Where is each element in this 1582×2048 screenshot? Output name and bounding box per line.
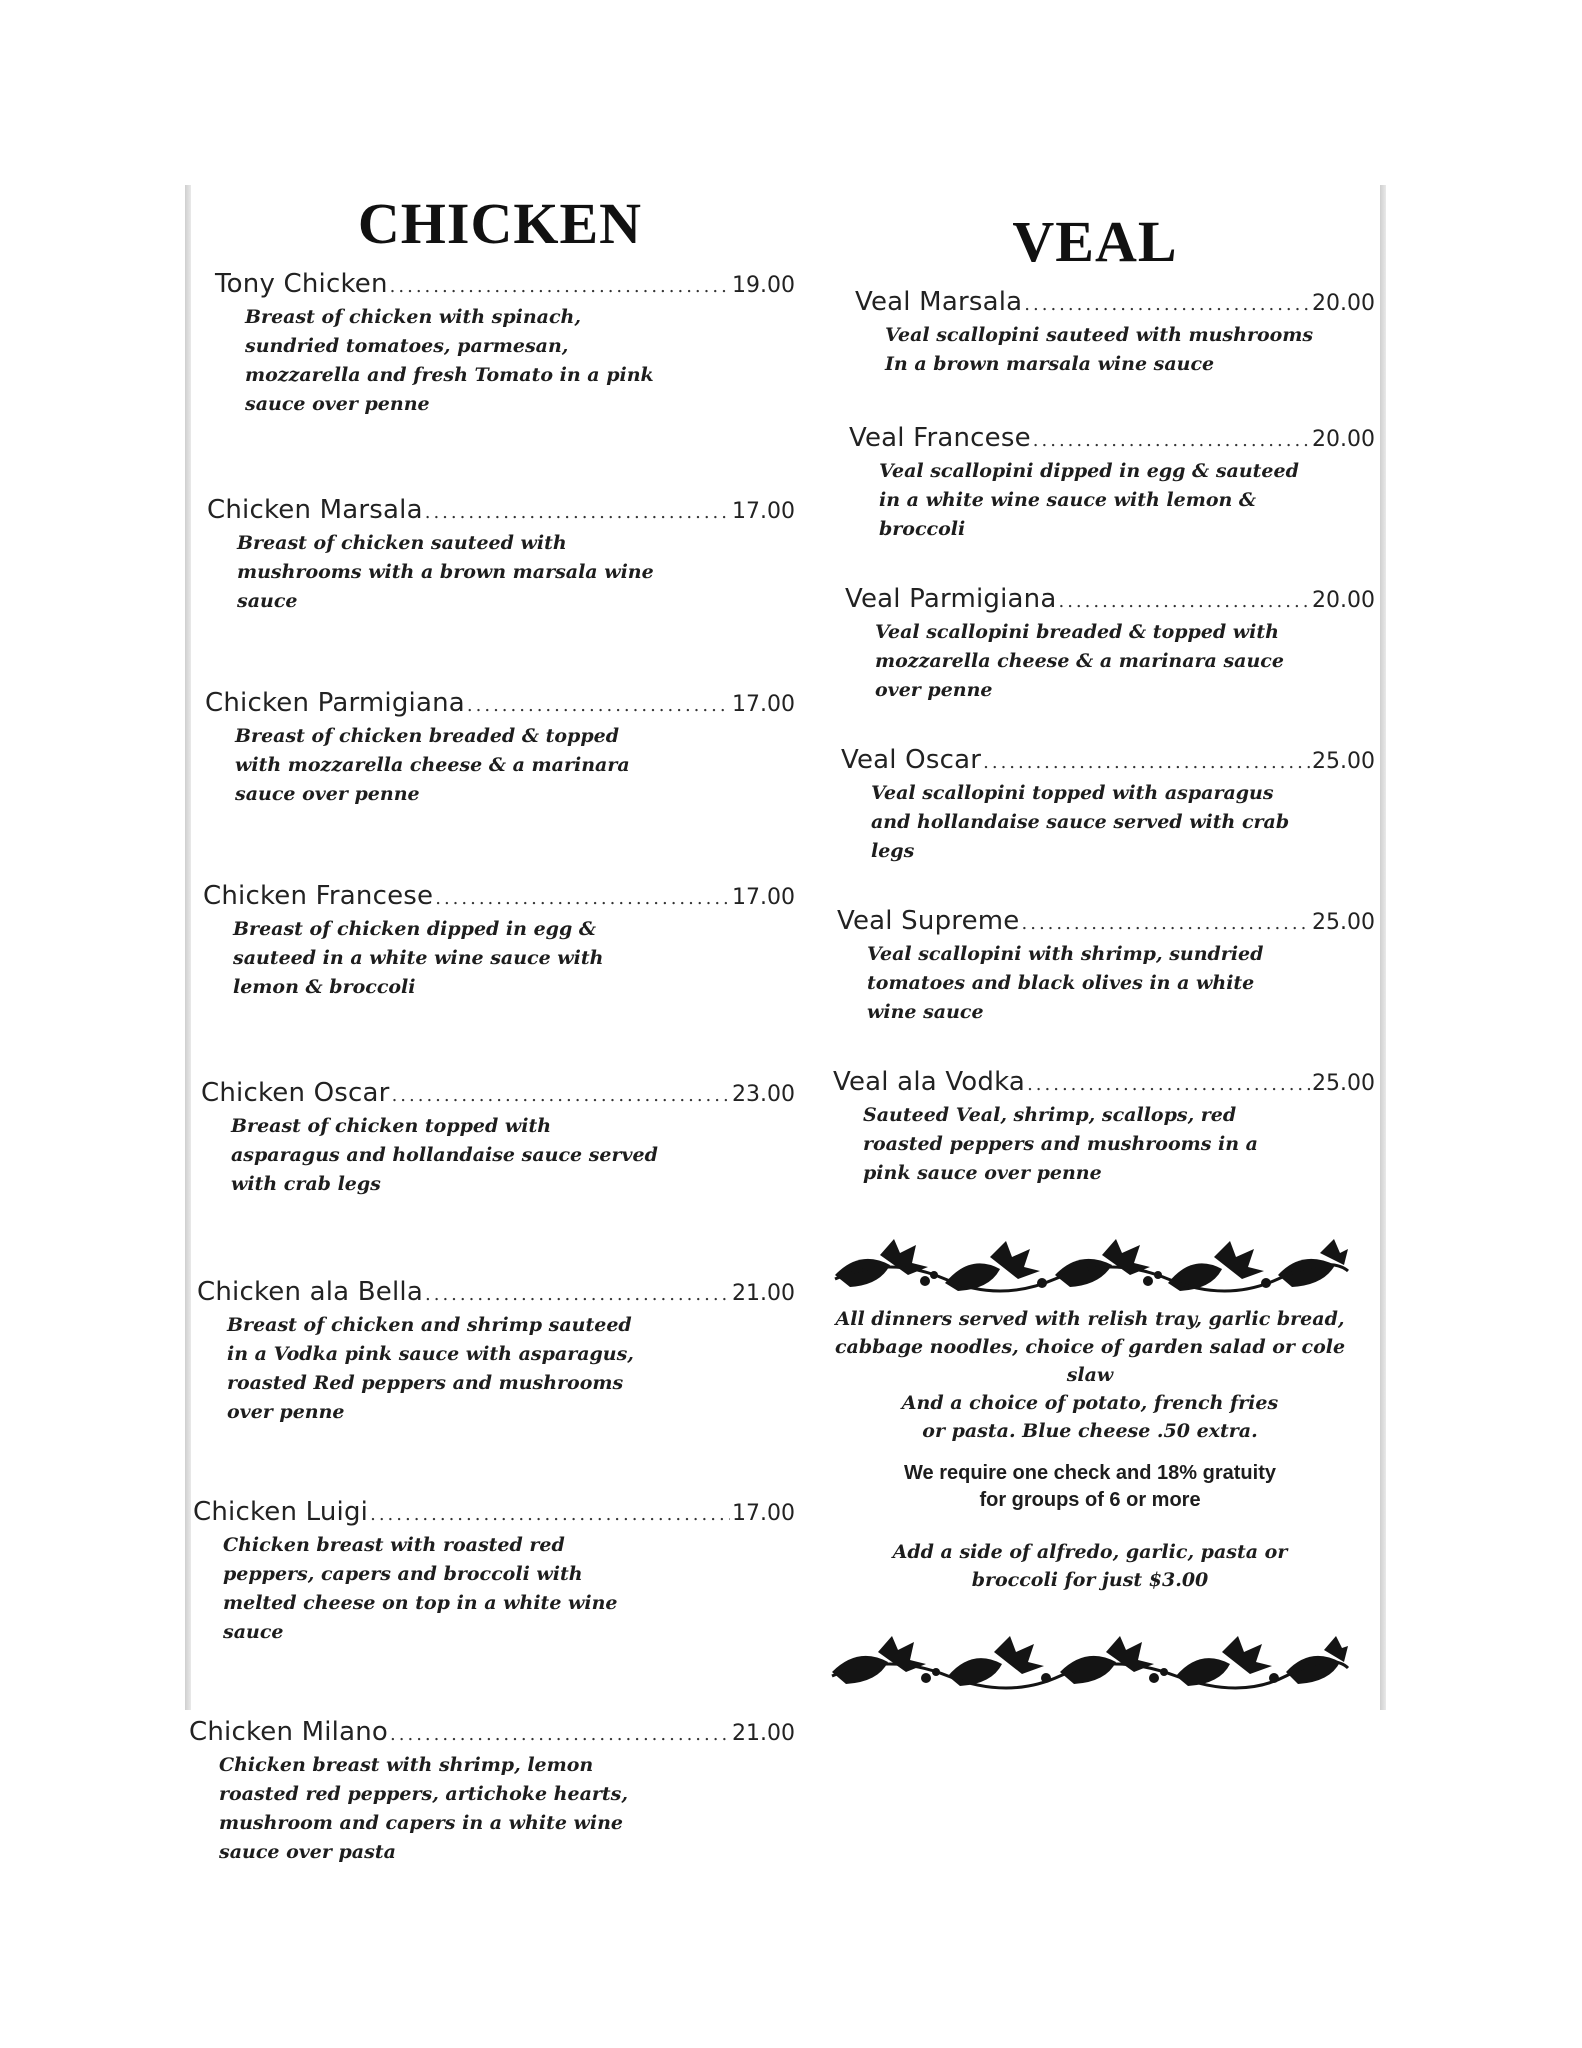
menu-item <box>207 495 795 616</box>
page-edge-right <box>1380 185 1386 1710</box>
leader-dots <box>370 1504 730 1525</box>
item-name: Chicken Francese <box>203 881 434 911</box>
item-description: Breast of chicken with spinach, sundried tomatoes, parmesan, mozzarella and fresh Tomato in a pink sauce over penne <box>245 306 654 415</box>
item-name: Chicken ala Bella <box>197 1277 423 1307</box>
leader-dots <box>1033 430 1310 451</box>
item-name: Veal Francese <box>849 423 1031 453</box>
gratuity-note-line: for groups of 6 or more <box>979 1489 1201 1511</box>
item-name: Chicken Oscar <box>201 1078 390 1108</box>
item-price: 25.00 <box>1312 1071 1375 1096</box>
item-description: Breast of chicken topped with asparagus and hollandaise sauce served with crab legs <box>231 1115 658 1195</box>
item-description: Breast of chicken dipped in egg & sauteed in a white wine sauce with lemon & broccoli <box>233 918 604 998</box>
menu-item <box>215 269 795 419</box>
item-description: Chicken breast with shrimp, lemon roasted red peppers, artichoke hearts, mushroom and capers in a white wine sauce over pasta <box>219 1754 628 1863</box>
item-description: Breast of chicken and shrimp sauteed in a Vodka pink sauce with asparagus, roasted Red peppers and mushrooms over penne <box>227 1314 634 1423</box>
menu-item <box>841 745 1375 866</box>
menu-item <box>845 584 1375 705</box>
side-note-line: Add a side of alfredo, garlic, pasta or <box>892 1541 1288 1563</box>
gratuity-notes <box>830 1460 1350 1514</box>
item-name: Veal Parmigiana <box>845 584 1057 614</box>
item-price: 23.00 <box>732 1082 795 1107</box>
leader-dots <box>392 1085 730 1106</box>
item-price: 25.00 <box>1312 749 1375 774</box>
chicken-section <box>189 190 795 1867</box>
item-description: Sauteed Veal, shrimp, scallops, red roasted peppers and mushrooms in a pink sauce over penne <box>863 1104 1258 1184</box>
menu-item <box>837 906 1375 1027</box>
item-price: 20.00 <box>1312 588 1375 613</box>
leader-dots <box>435 888 730 909</box>
item-name: Chicken Milano <box>189 1717 389 1747</box>
dinner-notes <box>830 1305 1350 1445</box>
item-name: Chicken Luigi <box>193 1497 369 1527</box>
menu-item <box>193 1497 795 1647</box>
page-edge-left <box>185 185 191 1710</box>
holly-vine-ornament-bottom <box>830 1630 1350 1692</box>
item-description: Veal scallopini with shrimp, sundried tomatoes and black olives in a white wine sauce <box>867 943 1264 1023</box>
leader-dots <box>1022 913 1311 934</box>
item-description: Veal scallopini topped with asparagus and hollandaise sauce served with crab legs <box>871 782 1290 862</box>
item-price: 20.00 <box>1312 291 1375 316</box>
leader-dots <box>1024 294 1310 315</box>
leader-dots <box>1027 1074 1310 1095</box>
veal-heading: VEAL <box>1012 209 1178 274</box>
item-name: Veal Marsala <box>855 287 1023 317</box>
leader-dots <box>425 1284 730 1305</box>
menu-item <box>197 1277 795 1427</box>
item-name: Tony Chicken <box>215 269 388 299</box>
menu-item <box>205 688 795 809</box>
item-description: Breast of chicken breaded & topped with mozzarella cheese & a marinara sauce over penne <box>235 725 630 805</box>
item-price: 19.00 <box>732 273 795 298</box>
item-name: Veal Oscar <box>841 745 982 775</box>
leader-dots <box>425 502 730 523</box>
menu-item <box>201 1078 795 1199</box>
dinners-note-line: cabbage noodles, choice of garden salad or cole slaw <box>834 1336 1346 1386</box>
leader-dots <box>467 695 730 716</box>
item-description: Veal scallopini sauteed with mushrooms In a brown marsala wine sauce <box>885 324 1314 375</box>
gratuity-note-line: We require one check and 18% gratuity <box>904 1462 1276 1484</box>
item-description: Veal scallopini dipped in egg & sauteed in a white wine sauce with lemon & broccoli <box>879 460 1299 540</box>
item-name: Veal ala Vodka <box>833 1067 1026 1097</box>
item-price: 20.00 <box>1312 427 1375 452</box>
leader-dots <box>390 276 730 297</box>
item-description: Chicken breast with roasted red peppers, capers and broccoli with melted cheese on top in a white wine sauce <box>223 1534 618 1643</box>
menu-item <box>189 1717 795 1867</box>
item-price: 17.00 <box>732 692 795 717</box>
side-note-line: broccoli for just $3.00 <box>971 1569 1209 1591</box>
dinners-note-line: or pasta. Blue cheese .50 extra. <box>922 1420 1258 1442</box>
item-name: Chicken Marsala <box>207 495 423 525</box>
item-description: Veal scallopini breaded & topped with mozzarella cheese & a marinara sauce over penne <box>875 621 1284 701</box>
menu-item <box>203 881 795 1002</box>
item-price: 21.00 <box>732 1281 795 1306</box>
item-name: Veal Supreme <box>837 906 1020 936</box>
item-price: 17.00 <box>732 885 795 910</box>
leader-dots <box>983 752 1310 773</box>
item-description: Breast of chicken sauteed with mushrooms with a brown marsala wine sauce <box>237 532 654 612</box>
item-price: 17.00 <box>732 499 795 524</box>
dinners-note-line: All dinners served with relish tray, garlic bread, <box>835 1308 1345 1330</box>
item-name: Chicken Parmigiana <box>205 688 465 718</box>
item-price: 25.00 <box>1312 910 1375 935</box>
leader-dots <box>390 1724 730 1745</box>
chicken-heading: CHICKEN <box>357 191 643 256</box>
dinners-note-line: And a choice of potato, french fries <box>901 1392 1279 1414</box>
menu-item <box>833 1067 1375 1188</box>
item-price: 17.00 <box>732 1501 795 1526</box>
leader-dots <box>1058 591 1310 612</box>
menu-item <box>849 423 1375 544</box>
side-notes <box>830 1538 1350 1594</box>
holly-vine-ornament-top <box>830 1235 1350 1297</box>
veal-section <box>815 190 1375 1188</box>
item-price: 21.00 <box>732 1721 795 1746</box>
menu-item <box>855 287 1375 379</box>
